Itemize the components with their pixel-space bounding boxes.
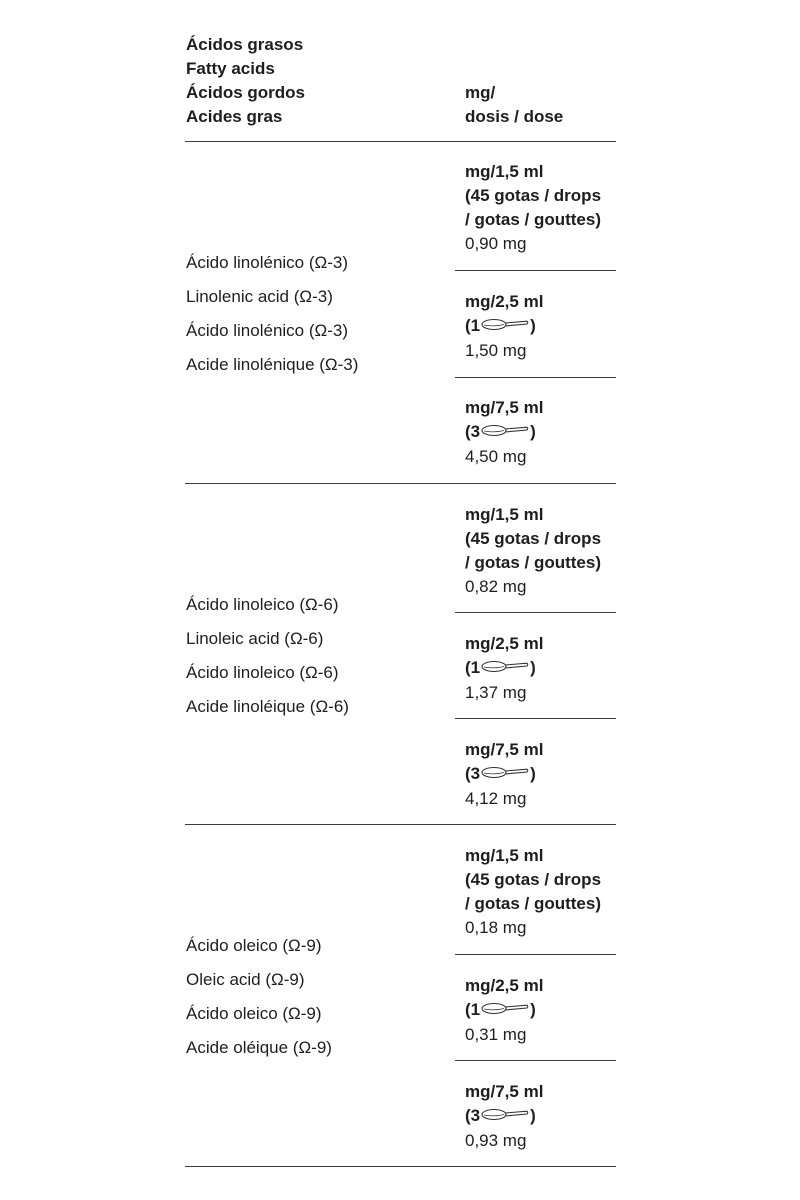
dose-close-paren: ) — [530, 764, 536, 783]
header-dose-unit: mg/ — [465, 83, 496, 102]
dose-cell-3-spoons — [465, 1080, 625, 1153]
dose-drops-line1: (45 gotas / drops — [465, 186, 602, 205]
dose-spoon-count: (1 — [465, 1000, 481, 1019]
dose-drops-line1: (45 gotas / drops — [465, 529, 602, 548]
spoon-icon — [481, 1105, 529, 1129]
header-divider — [185, 141, 616, 142]
dose-drops-line1: (45 gotas / drops — [465, 870, 602, 889]
dose-spoon-count: (1 — [465, 658, 481, 677]
dose-title: mg/2,5 ml — [465, 976, 544, 995]
dose-drops-line2: / gotas / gouttes) — [465, 210, 601, 229]
dose-value: 0,31 mg — [465, 1024, 527, 1044]
row-name: Linoleic acid (Ω-6) — [186, 629, 324, 648]
dose-value: 0,18 mg — [465, 918, 527, 937]
row-divider — [185, 824, 616, 825]
column-header-dose — [465, 81, 563, 129]
dose-value: 0,93 mg — [465, 1130, 527, 1150]
dose-cell-1-spoon — [465, 974, 625, 1047]
dose-title: mg/1,5 ml — [465, 846, 544, 865]
dose-close-paren: ) — [530, 1000, 536, 1019]
spoon-icon — [481, 763, 529, 787]
row-omega3-names — [186, 246, 446, 382]
dose-spoon-count: (3 — [465, 764, 481, 783]
dose-spoon-line — [465, 656, 625, 681]
dose-title: mg/7,5 ml — [465, 1082, 544, 1101]
dose-title: mg/1,5 ml — [465, 162, 544, 181]
dose-title: mg/7,5 ml — [465, 398, 544, 417]
row-name: Acide oléique (Ω-9) — [186, 1038, 332, 1057]
dose-divider — [455, 718, 616, 719]
dose-spoon-line — [465, 420, 625, 445]
dose-spoon-line — [465, 1104, 625, 1129]
row-name: Ácido linolénico (Ω-3) — [186, 253, 348, 272]
header-line-en: Fatty acids — [186, 59, 275, 78]
column-header-fatty-acids — [186, 33, 436, 129]
dose-spoon-count: (3 — [465, 1106, 481, 1125]
dose-drops-line2: / gotas / gouttes) — [465, 553, 601, 572]
dose-value: 4,12 mg — [465, 788, 527, 808]
dose-value: 0,82 mg — [465, 577, 527, 596]
row-name: Acide linoléique (Ω-6) — [186, 697, 349, 716]
dose-close-paren: ) — [530, 422, 536, 441]
row-name: Ácido oleico (Ω-9) — [186, 1004, 322, 1023]
dose-title: mg/7,5 ml — [465, 740, 544, 759]
dose-cell-drops — [465, 503, 625, 599]
header-dose-label: dosis / dose — [465, 107, 564, 126]
spoon-icon — [481, 315, 529, 339]
dose-spoon-line — [465, 314, 625, 339]
table-bottom-rule — [185, 1166, 616, 1167]
dose-divider — [455, 377, 616, 378]
row-name: Ácido linoleico (Ω-6) — [186, 595, 339, 614]
dose-title: mg/2,5 ml — [465, 634, 544, 653]
dose-spoon-line — [465, 762, 625, 787]
dose-cell-1-spoon — [465, 290, 625, 363]
dose-drops-line2: / gotas / gouttes) — [465, 894, 601, 913]
dose-spoon-line — [465, 998, 625, 1023]
row-name: Oleic acid (Ω-9) — [186, 970, 305, 989]
dose-spoon-count: (1 — [465, 316, 481, 335]
dose-title: mg/2,5 ml — [465, 292, 544, 311]
dose-close-paren: ) — [530, 658, 536, 677]
dose-cell-drops — [465, 844, 625, 940]
dose-divider — [455, 954, 616, 955]
row-name: Acide linolénique (Ω-3) — [186, 355, 359, 374]
header-line-pt: Ácidos gordos — [186, 83, 306, 102]
dose-title: mg/1,5 ml — [465, 505, 544, 524]
dose-cell-3-spoons — [465, 396, 625, 469]
row-divider — [185, 483, 616, 484]
dose-value: 4,50 mg — [465, 446, 527, 466]
dose-spoon-count: (3 — [465, 422, 481, 441]
dose-close-paren: ) — [530, 316, 536, 335]
row-name: Ácido oleico (Ω-9) — [186, 936, 322, 955]
dose-value: 1,37 mg — [465, 682, 527, 702]
dose-cell-1-spoon — [465, 632, 625, 705]
row-omega9-names — [186, 929, 446, 1065]
row-omega6-names — [186, 588, 446, 724]
spoon-icon — [481, 657, 529, 681]
row-name: Ácido linoleico (Ω-6) — [186, 663, 339, 682]
dose-value: 1,50 mg — [465, 340, 527, 360]
dose-divider — [455, 612, 616, 613]
spoon-icon — [481, 999, 529, 1023]
header-line-es: Ácidos grasos — [186, 35, 304, 54]
spoon-icon — [481, 421, 529, 445]
row-name: Linolenic acid (Ω-3) — [186, 287, 333, 306]
header-line-fr: Acides gras — [186, 107, 283, 126]
dose-divider — [455, 1060, 616, 1061]
dose-cell-drops — [465, 160, 625, 256]
dose-value: 0,90 mg — [465, 234, 527, 253]
row-name: Ácido linolénico (Ω-3) — [186, 321, 348, 340]
dose-cell-3-spoons — [465, 738, 625, 811]
dose-divider — [455, 270, 616, 271]
dose-close-paren: ) — [530, 1106, 536, 1125]
